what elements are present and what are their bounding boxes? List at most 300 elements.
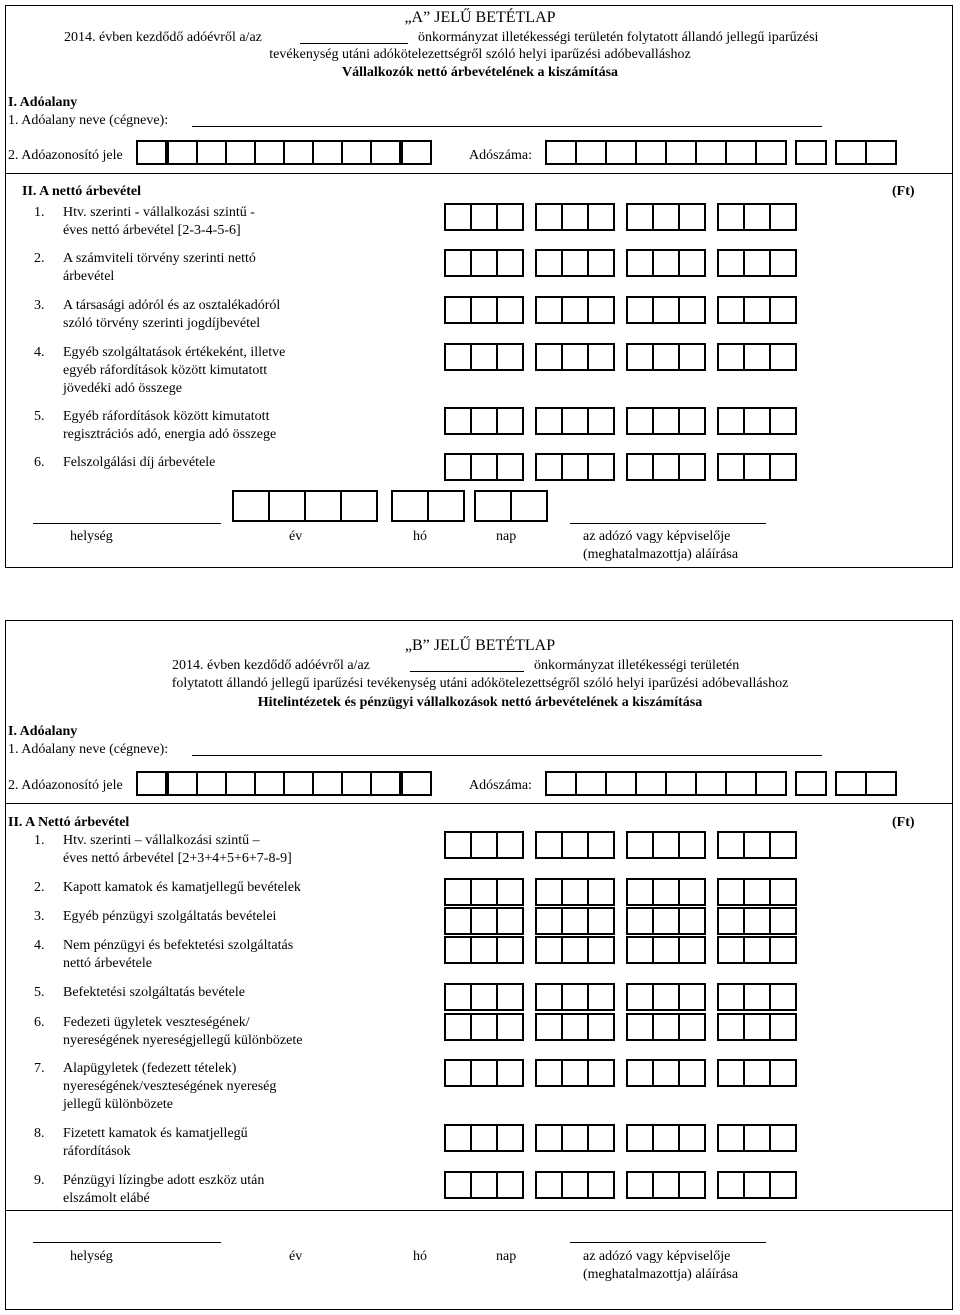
form-b-divider bbox=[5, 803, 953, 804]
place-label: helység bbox=[70, 529, 113, 544]
amount-digit-box[interactable] bbox=[470, 249, 498, 277]
taxid-digit-box[interactable] bbox=[341, 771, 372, 796]
amount-digit-box[interactable] bbox=[652, 1124, 680, 1152]
form-a-section2-title: II. A nettó árbevétel bbox=[22, 184, 141, 199]
item-label-line: nyereségének/veszteségének nyereség bbox=[63, 1079, 277, 1094]
taxid-digit-box[interactable] bbox=[370, 771, 401, 796]
amount-digit-box[interactable] bbox=[444, 407, 472, 435]
item-label-line: éves nettó árbevétel [2-3-4-5-6] bbox=[63, 223, 241, 238]
item-label-line: Felszolgálási díj árbevétele bbox=[63, 455, 216, 470]
amount-digit-box[interactable] bbox=[743, 1124, 771, 1152]
amount-digit-box[interactable] bbox=[717, 878, 745, 906]
amount-digit-box[interactable] bbox=[444, 453, 472, 481]
signature-label: az adózó vagy képviselője bbox=[583, 529, 731, 544]
amount-digit-box[interactable] bbox=[470, 1059, 498, 1087]
amount-digit-box[interactable] bbox=[535, 831, 563, 859]
amount-digit-box[interactable] bbox=[717, 249, 745, 277]
amount-digit-box[interactable] bbox=[470, 1171, 498, 1199]
amount-digit-box[interactable] bbox=[678, 936, 706, 964]
amount-digit-box[interactable] bbox=[743, 407, 771, 435]
amount-digit-box[interactable] bbox=[496, 407, 524, 435]
amount-digit-box[interactable] bbox=[535, 878, 563, 906]
amount-digit-box[interactable] bbox=[652, 907, 680, 935]
item-number: 1. bbox=[34, 833, 45, 848]
taxnum-digit-box[interactable] bbox=[545, 771, 577, 796]
amount-digit-box[interactable] bbox=[769, 407, 797, 435]
amount-digit-box[interactable] bbox=[470, 296, 498, 324]
item-number: 4. bbox=[34, 345, 45, 360]
amount-digit-box[interactable] bbox=[743, 453, 771, 481]
amount-digit-box[interactable] bbox=[769, 907, 797, 935]
amount-digit-box[interactable] bbox=[678, 203, 706, 231]
form-b-section2-title: II. A Nettó árbevétel bbox=[8, 815, 130, 830]
amount-digit-box[interactable] bbox=[626, 249, 654, 277]
amount-digit-box[interactable] bbox=[678, 249, 706, 277]
amount-digit-box[interactable] bbox=[470, 1013, 498, 1041]
form-a-name-field[interactable] bbox=[192, 126, 822, 127]
amount-digit-box[interactable] bbox=[652, 831, 680, 859]
day-digit-box[interactable] bbox=[474, 490, 512, 522]
amount-digit-box[interactable] bbox=[626, 203, 654, 231]
place-label: helység bbox=[70, 1249, 113, 1264]
amount-digit-box[interactable] bbox=[678, 1059, 706, 1087]
amount-digit-box[interactable] bbox=[652, 1013, 680, 1041]
amount-digit-box[interactable] bbox=[444, 936, 472, 964]
amount-digit-box[interactable] bbox=[769, 983, 797, 1011]
amount-digit-box[interactable] bbox=[496, 936, 524, 964]
amount-digit-box[interactable] bbox=[743, 907, 771, 935]
amount-digit-box[interactable] bbox=[652, 203, 680, 231]
amount-digit-box[interactable] bbox=[743, 1059, 771, 1087]
amount-digit-box[interactable] bbox=[587, 203, 615, 231]
year-digit-box[interactable] bbox=[340, 490, 378, 522]
amount-digit-box[interactable] bbox=[717, 907, 745, 935]
item-number: 9. bbox=[34, 1173, 45, 1188]
form-b-title: „B” JELŰ BETÉTLAP bbox=[404, 637, 556, 654]
amount-digit-box[interactable] bbox=[769, 296, 797, 324]
amount-digit-box[interactable] bbox=[743, 1013, 771, 1041]
amount-digit-box[interactable] bbox=[470, 407, 498, 435]
amount-digit-box[interactable] bbox=[652, 878, 680, 906]
amount-digit-box[interactable] bbox=[470, 983, 498, 1011]
amount-digit-box[interactable] bbox=[587, 831, 615, 859]
taxnum-digit-box[interactable] bbox=[725, 140, 757, 165]
amount-digit-box[interactable] bbox=[769, 1013, 797, 1041]
amount-digit-box[interactable] bbox=[678, 878, 706, 906]
taxid-digit-box[interactable] bbox=[254, 771, 285, 796]
amount-digit-box[interactable] bbox=[626, 453, 654, 481]
form-a-taxid-label: 2. Adóazonosító jele bbox=[8, 148, 123, 163]
taxid-digit-box[interactable] bbox=[136, 140, 167, 165]
amount-digit-box[interactable] bbox=[626, 878, 654, 906]
amount-digit-box[interactable] bbox=[678, 296, 706, 324]
year-digit-box[interactable] bbox=[232, 490, 270, 522]
item-label-line: Egyéb pénzügyi szolgáltatás bevételei bbox=[63, 909, 277, 924]
amount-digit-box[interactable] bbox=[626, 1171, 654, 1199]
taxid-digit-box[interactable] bbox=[225, 771, 256, 796]
amount-digit-box[interactable] bbox=[561, 343, 589, 371]
item-label-line: éves nettó árbevétel [2+3+4+5+6+7-8-9] bbox=[63, 851, 292, 866]
item-label-line: Htv. szerinti - vállalkozási szintű - bbox=[63, 205, 255, 220]
month-digit-box[interactable] bbox=[427, 490, 465, 522]
amount-digit-box[interactable] bbox=[626, 831, 654, 859]
item-number: 6. bbox=[34, 455, 45, 470]
taxid-digit-box[interactable] bbox=[283, 771, 314, 796]
form-a-intro-line2: tevékenység utáni adókötelezettségről szóló helyi iparűzési adóbevalláshoz bbox=[269, 47, 691, 62]
amount-digit-box[interactable] bbox=[717, 936, 745, 964]
form-b-section1-title: I. Adóalany bbox=[8, 724, 78, 739]
form-a-title: „A” JELŰ BETÉTLAP bbox=[404, 9, 556, 26]
taxnum-digit-box[interactable] bbox=[835, 140, 867, 165]
form-b-intro-rest: önkormányzat illetékességi területén bbox=[534, 658, 740, 673]
amount-digit-box[interactable] bbox=[678, 983, 706, 1011]
amount-digit-box[interactable] bbox=[561, 1171, 589, 1199]
amount-digit-box[interactable] bbox=[444, 296, 472, 324]
amount-digit-box[interactable] bbox=[444, 1171, 472, 1199]
taxnum-digit-box[interactable] bbox=[695, 771, 727, 796]
taxnum-digit-box[interactable] bbox=[755, 140, 787, 165]
amount-digit-box[interactable] bbox=[535, 203, 563, 231]
amount-digit-box[interactable] bbox=[743, 831, 771, 859]
amount-digit-box[interactable] bbox=[561, 1013, 589, 1041]
amount-digit-box[interactable] bbox=[496, 296, 524, 324]
place-field[interactable] bbox=[33, 523, 221, 524]
item-number: 3. bbox=[34, 909, 45, 924]
year-digit-box[interactable] bbox=[304, 490, 342, 522]
amount-digit-box[interactable] bbox=[444, 1013, 472, 1041]
amount-digit-box[interactable] bbox=[678, 907, 706, 935]
amount-digit-box[interactable] bbox=[652, 983, 680, 1011]
form-a-divider bbox=[5, 173, 953, 174]
amount-digit-box[interactable] bbox=[717, 407, 745, 435]
amount-digit-box[interactable] bbox=[769, 831, 797, 859]
amount-digit-box[interactable] bbox=[652, 407, 680, 435]
amount-digit-box[interactable] bbox=[587, 453, 615, 481]
amount-digit-box[interactable] bbox=[717, 1171, 745, 1199]
year-label: év bbox=[289, 1249, 303, 1264]
form-b-subtitle: Hitelintézetek és pénzügyi vállalkozások nettó árbevételének a kiszámítása bbox=[257, 695, 703, 710]
amount-digit-box[interactable] bbox=[561, 296, 589, 324]
amount-digit-box[interactable] bbox=[743, 296, 771, 324]
amount-digit-box[interactable] bbox=[444, 907, 472, 935]
amount-digit-box[interactable] bbox=[717, 453, 745, 481]
amount-digit-box[interactable] bbox=[769, 203, 797, 231]
amount-digit-box[interactable] bbox=[561, 1059, 589, 1087]
amount-digit-box[interactable] bbox=[587, 1013, 615, 1041]
taxnum-digit-box[interactable] bbox=[665, 771, 697, 796]
amount-digit-box[interactable] bbox=[743, 878, 771, 906]
place-field[interactable] bbox=[33, 1242, 221, 1243]
month-label: hó bbox=[413, 1249, 427, 1264]
form-a-municipality-line[interactable] bbox=[300, 43, 408, 44]
amount-digit-box[interactable] bbox=[678, 831, 706, 859]
amount-digit-box[interactable] bbox=[496, 1013, 524, 1041]
amount-digit-box[interactable] bbox=[626, 1124, 654, 1152]
item-label-line: árbevétel bbox=[63, 269, 115, 284]
form-b-name-field[interactable] bbox=[192, 755, 822, 756]
amount-digit-box[interactable] bbox=[496, 1171, 524, 1199]
taxnum-digit-box[interactable] bbox=[575, 140, 607, 165]
amount-digit-box[interactable] bbox=[626, 936, 654, 964]
amount-digit-box[interactable] bbox=[717, 296, 745, 324]
amount-digit-box[interactable] bbox=[496, 1059, 524, 1087]
item-label-line: Htv. szerinti – vállalkozási szintű – bbox=[63, 833, 260, 848]
item-label-line: A számviteli törvény szerinti nettó bbox=[63, 251, 256, 266]
item-number: 5. bbox=[34, 985, 45, 1000]
amount-digit-box[interactable] bbox=[535, 936, 563, 964]
amount-digit-box[interactable] bbox=[652, 296, 680, 324]
amount-digit-box[interactable] bbox=[652, 1059, 680, 1087]
taxid-digit-box[interactable] bbox=[401, 771, 432, 796]
amount-digit-box[interactable] bbox=[470, 831, 498, 859]
form-a-subtitle: Vállalkozók nettó árbevételének a kiszámítása bbox=[341, 65, 619, 80]
item-label-line: Nem pénzügyi és befektetési szolgáltatás bbox=[63, 938, 294, 953]
amount-digit-box[interactable] bbox=[587, 343, 615, 371]
amount-digit-box[interactable] bbox=[626, 296, 654, 324]
amount-digit-box[interactable] bbox=[678, 1171, 706, 1199]
amount-digit-box[interactable] bbox=[652, 453, 680, 481]
amount-digit-box[interactable] bbox=[535, 1059, 563, 1087]
amount-digit-box[interactable] bbox=[470, 1124, 498, 1152]
amount-digit-box[interactable] bbox=[769, 453, 797, 481]
amount-digit-box[interactable] bbox=[535, 1171, 563, 1199]
amount-digit-box[interactable] bbox=[626, 343, 654, 371]
taxid-digit-box[interactable] bbox=[312, 771, 343, 796]
form-a-currency: (Ft) bbox=[892, 184, 915, 199]
amount-digit-box[interactable] bbox=[444, 1124, 472, 1152]
amount-digit-box[interactable] bbox=[587, 249, 615, 277]
signature-label: az adózó vagy képviselője bbox=[583, 1249, 731, 1264]
item-number: 5. bbox=[34, 409, 45, 424]
amount-digit-box[interactable] bbox=[717, 831, 745, 859]
taxnum-digit-box[interactable] bbox=[865, 771, 897, 796]
item-label-line: Alapügyletek (fedezett tételek) bbox=[63, 1061, 237, 1076]
item-label-line: Pénzügyi lízingbe adott eszköz után bbox=[63, 1173, 265, 1188]
form-b-municipality-line[interactable] bbox=[410, 671, 524, 672]
amount-digit-box[interactable] bbox=[561, 203, 589, 231]
amount-digit-box[interactable] bbox=[470, 907, 498, 935]
form-a-name-label: 1. Adóalany neve (cégneve): bbox=[8, 113, 169, 128]
amount-digit-box[interactable] bbox=[717, 1013, 745, 1041]
amount-digit-box[interactable] bbox=[535, 249, 563, 277]
amount-digit-box[interactable] bbox=[587, 1059, 615, 1087]
amount-digit-box[interactable] bbox=[678, 407, 706, 435]
amount-digit-box[interactable] bbox=[496, 343, 524, 371]
amount-digit-box[interactable] bbox=[470, 878, 498, 906]
taxnum-digit-box[interactable] bbox=[725, 771, 757, 796]
amount-digit-box[interactable] bbox=[561, 1124, 589, 1152]
month-digit-box[interactable] bbox=[391, 490, 429, 522]
item-number: 7. bbox=[34, 1061, 45, 1076]
form-b-currency: (Ft) bbox=[892, 815, 915, 830]
year-digit-box[interactable] bbox=[268, 490, 306, 522]
amount-digit-box[interactable] bbox=[470, 343, 498, 371]
taxnum-digit-box[interactable] bbox=[755, 771, 787, 796]
amount-digit-box[interactable] bbox=[717, 1124, 745, 1152]
amount-digit-box[interactable] bbox=[652, 1171, 680, 1199]
signature-label-2: (meghatalmazottja) aláírása bbox=[583, 1267, 739, 1282]
amount-digit-box[interactable] bbox=[652, 343, 680, 371]
amount-digit-box[interactable] bbox=[561, 453, 589, 481]
amount-digit-box[interactable] bbox=[444, 203, 472, 231]
item-number: 6. bbox=[34, 1015, 45, 1030]
amount-digit-box[interactable] bbox=[535, 1124, 563, 1152]
amount-digit-box[interactable] bbox=[496, 203, 524, 231]
amount-digit-box[interactable] bbox=[769, 1124, 797, 1152]
amount-digit-box[interactable] bbox=[769, 878, 797, 906]
taxnum-digit-box[interactable] bbox=[605, 771, 637, 796]
amount-digit-box[interactable] bbox=[561, 936, 589, 964]
amount-digit-box[interactable] bbox=[626, 983, 654, 1011]
form-a-intro-rest: önkormányzat illetékességi területén folytatott állandó jellegű iparűzési bbox=[418, 30, 819, 45]
taxnum-digit-box[interactable] bbox=[865, 140, 897, 165]
form-a-intro-prefix: 2014. évben kezdődő adóévről a/az bbox=[64, 30, 262, 45]
amount-digit-box[interactable] bbox=[496, 1124, 524, 1152]
amount-digit-box[interactable] bbox=[769, 936, 797, 964]
taxid-digit-box[interactable] bbox=[167, 771, 198, 796]
amount-digit-box[interactable] bbox=[496, 878, 524, 906]
day-digit-box[interactable] bbox=[510, 490, 548, 522]
amount-digit-box[interactable] bbox=[652, 249, 680, 277]
amount-digit-box[interactable] bbox=[496, 453, 524, 481]
amount-digit-box[interactable] bbox=[743, 1171, 771, 1199]
amount-digit-box[interactable] bbox=[626, 907, 654, 935]
item-label-line: Kapott kamatok és kamatjellegű bevételek bbox=[63, 880, 301, 895]
taxnum-digit-box[interactable] bbox=[665, 140, 697, 165]
year-label: év bbox=[289, 529, 303, 544]
taxnum-digit-box[interactable] bbox=[605, 140, 637, 165]
amount-digit-box[interactable] bbox=[587, 878, 615, 906]
amount-digit-box[interactable] bbox=[535, 343, 563, 371]
amount-digit-box[interactable] bbox=[496, 831, 524, 859]
amount-digit-box[interactable] bbox=[470, 203, 498, 231]
amount-digit-box[interactable] bbox=[626, 407, 654, 435]
amount-digit-box[interactable] bbox=[678, 453, 706, 481]
taxnum-digit-box[interactable] bbox=[575, 771, 607, 796]
taxid-digit-box[interactable] bbox=[136, 771, 167, 796]
taxid-digit-box[interactable] bbox=[167, 140, 198, 165]
taxid-digit-box[interactable] bbox=[196, 140, 227, 165]
amount-digit-box[interactable] bbox=[769, 249, 797, 277]
taxnum-digit-box[interactable] bbox=[835, 771, 867, 796]
amount-digit-box[interactable] bbox=[496, 249, 524, 277]
amount-digit-box[interactable] bbox=[587, 936, 615, 964]
amount-digit-box[interactable] bbox=[743, 249, 771, 277]
amount-digit-box[interactable] bbox=[743, 203, 771, 231]
item-number: 1. bbox=[34, 205, 45, 220]
item-label-line: ráfordítások bbox=[63, 1144, 131, 1159]
amount-digit-box[interactable] bbox=[587, 407, 615, 435]
amount-digit-box[interactable] bbox=[561, 249, 589, 277]
day-label: nap bbox=[496, 1249, 517, 1264]
amount-digit-box[interactable] bbox=[717, 983, 745, 1011]
amount-digit-box[interactable] bbox=[678, 1124, 706, 1152]
amount-digit-box[interactable] bbox=[535, 1013, 563, 1041]
taxnum-digit-box[interactable] bbox=[795, 771, 827, 796]
item-number: 8. bbox=[34, 1126, 45, 1141]
amount-digit-box[interactable] bbox=[444, 343, 472, 371]
taxid-digit-box[interactable] bbox=[341, 140, 372, 165]
item-label-line: Befektetési szolgáltatás bevétele bbox=[63, 985, 245, 1000]
taxid-digit-box[interactable] bbox=[370, 140, 401, 165]
amount-digit-box[interactable] bbox=[444, 878, 472, 906]
amount-digit-box[interactable] bbox=[444, 249, 472, 277]
taxnum-digit-box[interactable] bbox=[695, 140, 727, 165]
amount-digit-box[interactable] bbox=[561, 407, 589, 435]
amount-digit-box[interactable] bbox=[769, 1171, 797, 1199]
taxid-digit-box[interactable] bbox=[283, 140, 314, 165]
amount-digit-box[interactable] bbox=[587, 983, 615, 1011]
amount-digit-box[interactable] bbox=[444, 1059, 472, 1087]
amount-digit-box[interactable] bbox=[769, 1059, 797, 1087]
taxid-digit-box[interactable] bbox=[312, 140, 343, 165]
item-label-line: nettó árbevétele bbox=[63, 956, 153, 971]
amount-digit-box[interactable] bbox=[717, 1059, 745, 1087]
signature-field[interactable] bbox=[570, 1242, 766, 1243]
item-number: 2. bbox=[34, 251, 45, 266]
taxid-digit-box[interactable] bbox=[225, 140, 256, 165]
amount-digit-box[interactable] bbox=[496, 907, 524, 935]
amount-digit-box[interactable] bbox=[743, 936, 771, 964]
amount-digit-box[interactable] bbox=[444, 983, 472, 1011]
amount-digit-box[interactable] bbox=[717, 203, 745, 231]
form-b-intro-prefix: 2014. évben kezdődő adóévről a/az bbox=[172, 658, 370, 673]
amount-digit-box[interactable] bbox=[561, 983, 589, 1011]
amount-digit-box[interactable] bbox=[535, 407, 563, 435]
item-label-line: Egyéb szolgáltatások értékeként, illetve bbox=[63, 345, 286, 360]
form-b-name-label: 1. Adóalany neve (cégneve): bbox=[8, 742, 169, 757]
amount-digit-box[interactable] bbox=[769, 343, 797, 371]
taxnum-digit-box[interactable] bbox=[635, 140, 667, 165]
amount-digit-box[interactable] bbox=[678, 1013, 706, 1041]
amount-digit-box[interactable] bbox=[587, 1171, 615, 1199]
day-label: nap bbox=[496, 529, 517, 544]
amount-digit-box[interactable] bbox=[496, 983, 524, 1011]
amount-digit-box[interactable] bbox=[626, 1059, 654, 1087]
form-b-intro-line2: folytatott állandó jellegű iparűzési tevékenység utáni adókötelezettségről szóló helyi iparűzési adóbevalláshoz bbox=[171, 676, 789, 691]
amount-digit-box[interactable] bbox=[587, 907, 615, 935]
amount-digit-box[interactable] bbox=[743, 343, 771, 371]
taxid-digit-box[interactable] bbox=[196, 771, 227, 796]
amount-digit-box[interactable] bbox=[561, 831, 589, 859]
amount-digit-box[interactable] bbox=[535, 453, 563, 481]
item-label-line: Egyéb ráfordítások között kimutatott bbox=[63, 409, 270, 424]
amount-digit-box[interactable] bbox=[678, 343, 706, 371]
amount-digit-box[interactable] bbox=[587, 1124, 615, 1152]
item-label-line: Fedezeti ügyletek veszteségének/ bbox=[63, 1015, 250, 1030]
amount-digit-box[interactable] bbox=[587, 296, 615, 324]
amount-digit-box[interactable] bbox=[717, 343, 745, 371]
amount-digit-box[interactable] bbox=[652, 936, 680, 964]
amount-digit-box[interactable] bbox=[535, 983, 563, 1011]
amount-digit-box[interactable] bbox=[535, 296, 563, 324]
taxnum-digit-box[interactable] bbox=[795, 140, 827, 165]
amount-digit-box[interactable] bbox=[561, 878, 589, 906]
amount-digit-box[interactable] bbox=[626, 1013, 654, 1041]
taxid-digit-box[interactable] bbox=[401, 140, 432, 165]
taxid-digit-box[interactable] bbox=[254, 140, 285, 165]
signature-label-2: (meghatalmazottja) aláírása bbox=[583, 547, 739, 562]
taxnum-digit-box[interactable] bbox=[635, 771, 667, 796]
signature-field[interactable] bbox=[570, 523, 766, 524]
amount-digit-box[interactable] bbox=[535, 907, 563, 935]
taxnum-digit-box[interactable] bbox=[545, 140, 577, 165]
amount-digit-box[interactable] bbox=[743, 983, 771, 1011]
amount-digit-box[interactable] bbox=[470, 936, 498, 964]
amount-digit-box[interactable] bbox=[561, 907, 589, 935]
amount-digit-box[interactable] bbox=[470, 453, 498, 481]
amount-digit-box[interactable] bbox=[444, 831, 472, 859]
